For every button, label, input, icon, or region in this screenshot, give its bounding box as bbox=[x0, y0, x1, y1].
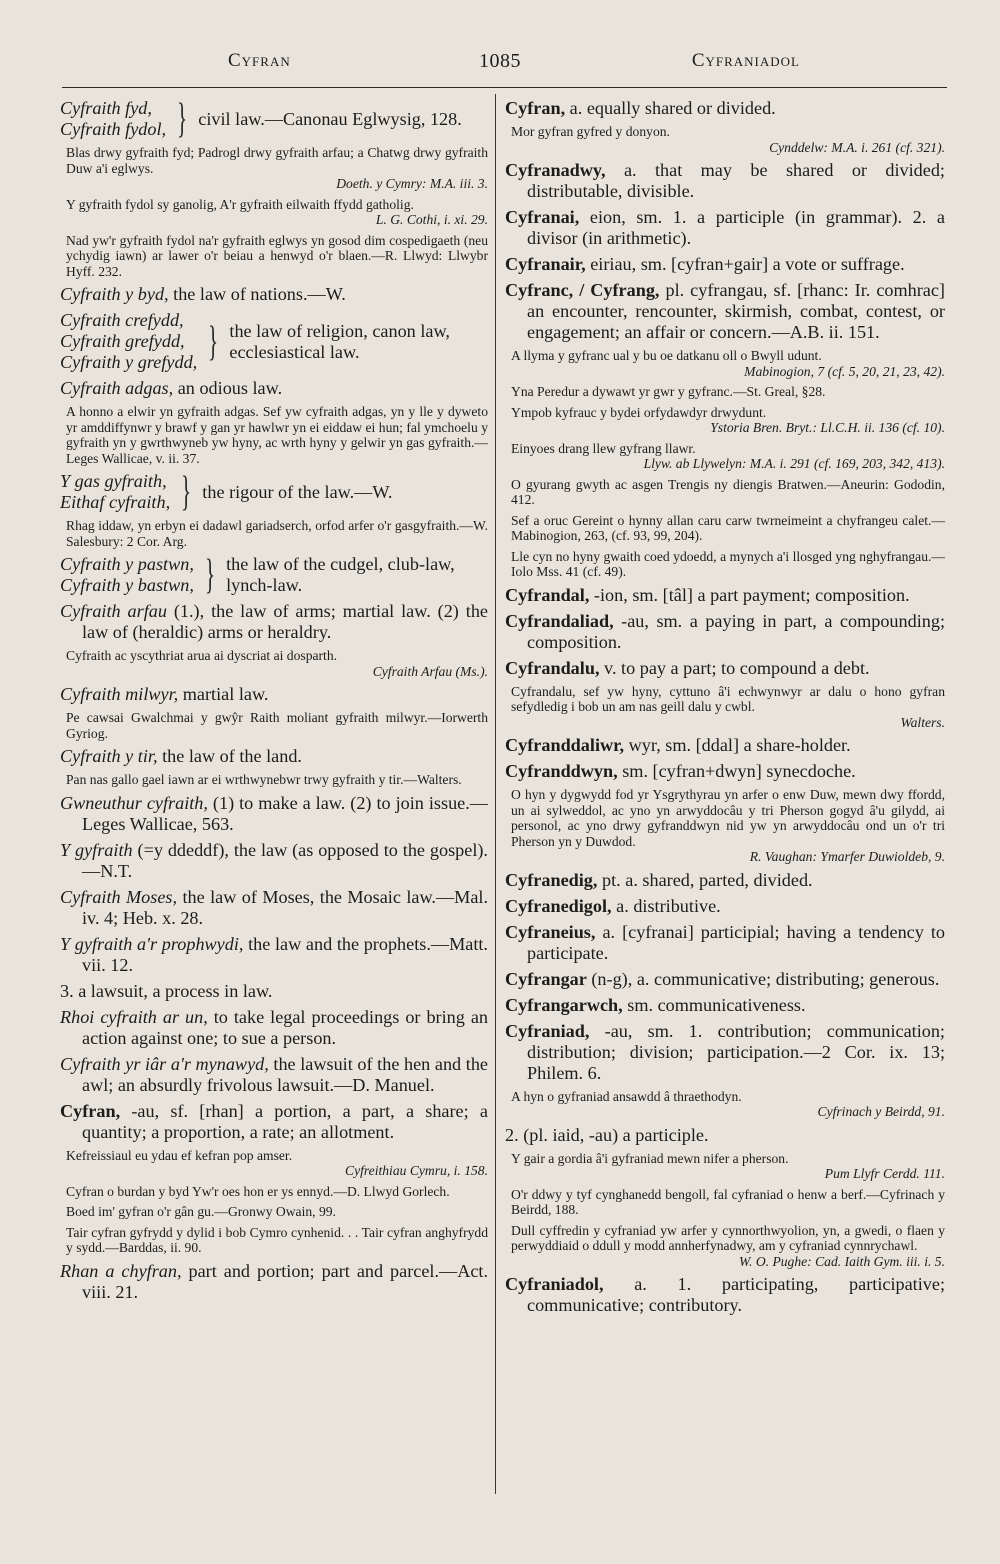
sub-entry bbox=[60, 378, 488, 399]
running-head-left: Cyfran bbox=[228, 50, 291, 71]
entry-definition: to take legal proceedings or bring an action against one; to sue a person. bbox=[82, 1006, 488, 1048]
citation-quote bbox=[505, 405, 945, 436]
entry-term: Cyfraith y bastwn, bbox=[60, 575, 194, 595]
brace-glyph: } bbox=[177, 98, 188, 142]
braced-entry bbox=[60, 471, 488, 513]
right-column bbox=[505, 98, 945, 1498]
quote-text: Rhag iddaw, yn erbyn ei dadawl gariadserch, orfod arfer o'r gasgyfraith.—W. Salesbury: 2 Cor. Arg. bbox=[66, 518, 488, 549]
citation-quote bbox=[60, 1148, 488, 1179]
headword: Cyfranadwy, bbox=[505, 160, 606, 180]
headword-entry bbox=[505, 1021, 945, 1084]
entry-term: Eithaf cyfraith, bbox=[60, 492, 171, 512]
citation-quote bbox=[60, 1184, 488, 1200]
sub-entry bbox=[60, 684, 488, 705]
citation-quote bbox=[505, 348, 945, 379]
entry-definition: the rigour of the law.—W. bbox=[202, 481, 393, 502]
headword: Cyfranedigol, bbox=[505, 895, 612, 916]
entry-definition: a. [cyfranai] participial; having a tendency to participate. bbox=[527, 921, 945, 963]
quote-source: Llyw. ab Llywelyn: M.A. i. 291 (cf. 169, 203, 342, 413). bbox=[643, 456, 945, 471]
quote-text: Nad yw'r gyfraith fydol na'r gyfraith eglwys yn gosod dim cospedigaeth (neu ychydig iawn) ar lawer o'r beiau a henwyd o'r blaen.—R. Llwyd: Llwybr Hyff. 232. bbox=[66, 232, 488, 279]
sub-entry bbox=[60, 284, 488, 305]
quote-text: Dull cyffredin y cyfraniad yw arfer y cynnorthwyolion, yn, a gwedi, o flaen y perwyddiaid o ddull y modd annherfynadwy, am y cyfraniad cynnrychawl. bbox=[511, 1222, 945, 1253]
headword: Cyfrandal, bbox=[505, 584, 590, 605]
entry-definition: eiriau, sm. [cyfran+gair] a vote or suffrage. bbox=[585, 254, 905, 274]
citation-quote bbox=[60, 233, 488, 280]
citation-quote bbox=[505, 1151, 945, 1182]
running-head-right: Cyfraniadol bbox=[691, 50, 800, 71]
citation-quote bbox=[60, 710, 488, 741]
quote-text: Lle cyn no hyny gwaith coed ydoedd, a mynych a'i llosged yng nghyfrangau.—Iolo Mss. 41 (cf. 49). bbox=[511, 548, 945, 579]
entry-definition: -au, sm. 1. contribution; communication; distribution; division; participation.—2 Cor. ix. 13; Philem. 6. bbox=[527, 1020, 945, 1083]
entry-term: Cyfraith milwyr, bbox=[60, 684, 179, 704]
headword-entry bbox=[505, 1274, 945, 1316]
quote-text: Ympob kyfrauc y bydei orfydawdyr drwydunt. bbox=[511, 404, 767, 420]
entry-term: Y gyfraith bbox=[60, 839, 133, 860]
quote-source: Cyfrinach y Beirdd, 91. bbox=[817, 1104, 945, 1119]
entry-definition: the law of nations.—W. bbox=[168, 284, 346, 304]
quote-text: O gyurang gwyth ac asgen Trengis ny diengis Bratwen.—Aneurin: Gododin, 412. bbox=[511, 476, 945, 507]
entry-definition: (=y ddeddf), the law (as opposed to the gospel).—N.T. bbox=[82, 839, 488, 881]
sub-entry bbox=[60, 887, 488, 929]
citation-quote bbox=[505, 1187, 945, 1218]
entry-definition: v. to pay a part; to compound a debt. bbox=[599, 657, 870, 678]
headword-entry bbox=[505, 280, 945, 343]
citation-quote bbox=[505, 787, 945, 865]
quote-text: Kefreissiaul eu ydau ef kefran pop amser. bbox=[66, 1147, 293, 1163]
sub-entry bbox=[60, 934, 488, 976]
citation-quote bbox=[505, 1223, 945, 1270]
entry-definition: a. that may be shared or divided; distributable, divisible. bbox=[527, 160, 945, 201]
quote-text: Mor gyfran gyfred y donyon. bbox=[511, 124, 670, 139]
quote-text: Sef a oruc Gereint o hynny allan caru carw twrneimeint a chyfrangeu calet.—Mabinogion, 263, (cf. 93, 99, 204). bbox=[511, 512, 945, 543]
headword-entry bbox=[505, 870, 945, 891]
braced-terms bbox=[60, 98, 166, 140]
headword-entry bbox=[60, 1101, 488, 1143]
entry-definition: the law of the land. bbox=[157, 746, 302, 766]
entry-definition: pl. cyfrangau, sf. [rhanc: Ir. comhrac] an encounter, rencounter, skirmish, combat, contest, or engagement; an affair or concern.—A.B. ii. 151. bbox=[527, 280, 945, 342]
quote-text: Blas drwy gyfraith fyd; Padrogl drwy gyfraith arfau; a Chatwg drwy gyfraith Duw a'i eglwys. bbox=[66, 145, 488, 176]
quote-text: Y gyfraith fydol sy ganolig, A'r gyfraith eilwaith ffydd gatholig. bbox=[66, 196, 414, 212]
headword-entry bbox=[505, 585, 945, 606]
quote-source: Mabinogion, 7 (cf. 5, 20, 21, 23, 42). bbox=[744, 363, 945, 379]
entry-definition: (1) to make a law. (2) to join issue.—Leges Wallicae, 563. bbox=[82, 792, 488, 834]
citation-quote bbox=[60, 197, 488, 228]
sub-entry bbox=[60, 746, 488, 767]
quote-text: Yna Peredur a dywawt yr gwr y gyfranc.—St. Greal, §28. bbox=[511, 384, 826, 399]
headword: Cyfranai, bbox=[505, 207, 580, 227]
quote-text: Cyfraith ac yscythriat arua ai dyscriat ai dosparth. bbox=[66, 648, 338, 663]
headword-entry bbox=[505, 896, 945, 917]
entry-definition: the law of religion, canon law, ecclesiastical law. bbox=[229, 320, 450, 362]
entry-term: Y gas gyfraith, bbox=[60, 471, 167, 491]
entry-definition: sm. communicativeness. bbox=[622, 994, 806, 1015]
quote-text: Pan nas gallo gael iawn ar ei wrthwynebwr trwy gyfraith y tir.—Walters. bbox=[66, 772, 462, 787]
sub-entry bbox=[60, 1054, 488, 1096]
quote-source: Cynddelw: M.A. i. 261 (cf. 321). bbox=[769, 139, 945, 155]
entry-definition: wyr, sm. [ddal] a share-holder. bbox=[624, 735, 851, 755]
entry-definition: 2. (pl. iaid, -au) a participle. bbox=[505, 1124, 709, 1145]
headword: Cyfran, bbox=[505, 98, 566, 118]
left-column bbox=[60, 98, 488, 1498]
entry-definition: martial law. bbox=[178, 684, 269, 704]
quote-text: Tair cyfran gyfrydd y dylid i bob Cymro cynhenid. . . Tair cyfran anghyfrydd y sydd.—Barddas, ii. 90. bbox=[66, 1224, 488, 1255]
entry-term: Gwneuthur cyfraith, bbox=[60, 792, 208, 813]
sub-entry bbox=[60, 840, 488, 882]
entry-term: Rhoi cyfraith ar un, bbox=[60, 1006, 208, 1027]
headword-entry bbox=[505, 160, 945, 202]
citation-quote bbox=[60, 1204, 488, 1220]
entry-definition: -au, sf. [rhan] a portion, a part, a share; a quantity; a proportion, a rate; an allotment. bbox=[82, 1100, 488, 1142]
entry-definition: -au, sm. a paying in part, a compounding; composition. bbox=[527, 610, 945, 652]
headword-entry bbox=[505, 735, 945, 756]
entry-definition: a. equally shared or divided. bbox=[565, 98, 776, 118]
quote-text: A hyn o gyfraniad ansawdd â thraethodyn. bbox=[511, 1088, 742, 1104]
entry-term: Cyfraith fydol, bbox=[60, 119, 167, 139]
entry-definition: the law and the prophets.—Matt. vii. 12. bbox=[82, 933, 488, 975]
citation-quote bbox=[505, 684, 945, 731]
citation-quote bbox=[60, 648, 488, 679]
headword: Cyfranedig, bbox=[505, 869, 598, 890]
quote-text: A honno a elwir yn gyfraith adgas. Sef yw cyfraith adgas, yn y lle y dyweto yr amddiffynwr y brawf y gan yr hawlwr yn ei eiddaw ei hun; fal ymchoelu y gyfraith yn y gwrthwyneb yw hyny, ac wrth hyny y gelwir yn gas gyfraith.—Leges Wallicae, v. ii. 37. bbox=[66, 404, 488, 466]
braced-entry bbox=[60, 98, 488, 140]
quote-text: A llyma y gyfranc ual y bu oe datkanu oll o Bwyll udunt. bbox=[511, 348, 822, 363]
quote-text: Y gair a gordia â'i gyfraniad mewn nifer a pherson. bbox=[511, 1150, 789, 1166]
headword: Cyfranc, / Cyfrang, bbox=[505, 280, 660, 300]
headword: Cyfrandalu, bbox=[505, 657, 600, 678]
entry-term: Cyfraith arfau bbox=[60, 601, 167, 621]
entry-term: Cyfraith y tir, bbox=[60, 746, 158, 766]
sub-entry bbox=[60, 1261, 488, 1303]
citation-quote bbox=[60, 145, 488, 192]
entry-definition: civil law.—Canonau Eglwysig, 128. bbox=[198, 108, 462, 129]
entry-term: Cyfraith fyd, bbox=[60, 98, 152, 118]
entry-definition: an odious law. bbox=[173, 378, 283, 398]
headword-entry bbox=[505, 969, 945, 990]
headword: Cyfrandaliad, bbox=[505, 610, 614, 631]
entry-definition: eion, sm. 1. a participle (in grammar). 2. a divisor (in arithmetic). bbox=[527, 207, 945, 248]
entry-definition: a. distributive. bbox=[611, 895, 721, 916]
sub-entry bbox=[60, 981, 488, 1002]
entry-definition: the law of Moses, the Mosaic law.—Mal. iv. 4; Heb. x. 28. bbox=[82, 886, 488, 928]
quote-text: O hyn y dygwydd fod yr Ysgrythyrau yn arfer o enw Duw, mewn dwy ffordd, un ai sylweddol, ac yno yn arwyddocâu y tri Pherson gogyd â'u gilydd, ai personol, ac yno drwy gyfranddwyn nid yw yn arwyddocâu ond un o'r tri Pherson yn y Duwdod. bbox=[511, 787, 945, 849]
braced-entry bbox=[60, 554, 488, 596]
headword-entry bbox=[505, 922, 945, 964]
citation-quote bbox=[505, 384, 945, 400]
entry-term: Cyfraith crefydd, bbox=[60, 310, 184, 330]
citation-quote bbox=[60, 1225, 488, 1256]
citation-quote bbox=[505, 549, 945, 580]
quote-source: Cyfreithiau Cymru, i. 158. bbox=[345, 1163, 488, 1178]
quote-source: Walters. bbox=[900, 714, 945, 730]
quote-source: Pum Llyfr Cerdd. 111. bbox=[824, 1166, 945, 1181]
braced-terms bbox=[60, 471, 170, 513]
quote-source: Ystoria Bren. Bryt.: Ll.C.H. ii. 136 (cf. 10). bbox=[710, 420, 945, 435]
entry-term: Cyfraith Moses, bbox=[60, 886, 178, 907]
column-divider bbox=[495, 94, 496, 1494]
citation-quote bbox=[505, 441, 945, 472]
entry-definition: the law of the cudgel, club-law, lynch-law. bbox=[226, 554, 455, 595]
entry-definition: the lawsuit of the hen and the awl; an absurdly frivolous lawsuit.—D. Manuel. bbox=[82, 1053, 488, 1095]
entry-definition: 3. a lawsuit, a process in law. bbox=[60, 980, 273, 1001]
headword: Cyfranddaliwr, bbox=[505, 735, 625, 755]
sub-entry bbox=[60, 1007, 488, 1049]
entry-term: Cyfraith adgas, bbox=[60, 378, 174, 398]
sub-entry bbox=[60, 601, 488, 643]
headword-entry bbox=[505, 761, 945, 782]
quote-source: R. Vaughan: Ymarfer Duwioldeb, 9. bbox=[749, 849, 945, 864]
citation-quote bbox=[60, 518, 488, 549]
quote-text: Pe cawsai Gwalchmai y gwŷr Raith moliant gyfraith milwyr.—Iorwerth Gyriog. bbox=[66, 710, 488, 741]
entry-term: Cyfraith y pastwn, bbox=[60, 554, 194, 574]
entry-definition: pt. a. shared, parted, divided. bbox=[597, 869, 813, 890]
headword-entry bbox=[505, 254, 945, 275]
entry-term: Rhan a chyfran, bbox=[60, 1260, 182, 1281]
entry-term: Cyfraith grefydd, bbox=[60, 331, 185, 351]
sub-entry bbox=[60, 793, 488, 835]
braced-terms bbox=[60, 310, 197, 373]
citation-quote bbox=[60, 772, 488, 788]
headword-entry bbox=[505, 995, 945, 1016]
entry-definition: sm. [cyfran+dwyn] synecdoche. bbox=[617, 761, 856, 781]
quote-text: Einyoes drang llew gyfrang llawr. bbox=[511, 440, 696, 456]
entry-definition: -ion, sm. [tâl] a part payment; composition. bbox=[589, 584, 910, 605]
quote-text: O'r ddwy y tyf cynghanedd bengoll, fal cyfraniad o henw a berf.—Cyfrinach y Beirdd, 188. bbox=[511, 1186, 945, 1217]
quote-source: L. G. Cothi, i. xi. 29. bbox=[375, 212, 488, 227]
headword: Cyfranddwyn, bbox=[505, 761, 618, 781]
quote-source: Cyfraith Arfau (Ms.). bbox=[372, 663, 488, 679]
braced-entry bbox=[60, 310, 488, 373]
citation-quote bbox=[505, 124, 945, 155]
braced-terms bbox=[60, 554, 194, 596]
entry-definition: part and portion; part and parcel.—Act. viii. 21. bbox=[82, 1260, 488, 1302]
quote-text: Boed im' gyfran o'r gân gu.—Gronwy Owain, 99. bbox=[66, 1204, 336, 1219]
header-rule bbox=[62, 87, 947, 88]
quote-text: Cyfrandalu, sef yw hyny, cyttuno â'i echwynwyr ar dalu o hono gyfran sefydledig i bob un am nas geill dalu y cwbl. bbox=[511, 683, 945, 714]
quote-source: Doeth. y Cymry: M.A. iii. 3. bbox=[336, 176, 488, 191]
entry-term: Y gyfraith a'r prophwydi, bbox=[60, 933, 244, 954]
entry-term: Cyfraith y byd, bbox=[60, 284, 169, 304]
citation-quote bbox=[60, 404, 488, 466]
citation-quote bbox=[505, 1089, 945, 1120]
headword: Cyfraneius, bbox=[505, 921, 596, 942]
page-number: 1085 bbox=[479, 50, 521, 72]
headword: Cyfraniadol, bbox=[505, 1274, 604, 1294]
entry-definition: (1.), the law of arms; martial law. (2) the law of (heraldic) arms or heraldry. bbox=[82, 601, 488, 642]
brace-glyph: } bbox=[208, 318, 219, 365]
headword: Cyfrangar bbox=[505, 968, 587, 989]
headword: Cyfranair, bbox=[505, 254, 586, 274]
headword-entry bbox=[505, 207, 945, 249]
headword: Cyfran, bbox=[60, 1100, 121, 1121]
headword-entry bbox=[505, 658, 945, 679]
quote-source: W. O. Pughe: Cad. Iaith Gym. iii. i. 5. bbox=[738, 1253, 945, 1269]
entry-definition: a. 1. participating, participative; communicative; contributory. bbox=[527, 1274, 945, 1315]
entry-term: Cyfraith y grefydd, bbox=[60, 352, 198, 372]
entry-term: Cyfraith yr iâr a'r mynawyd, bbox=[60, 1053, 269, 1074]
entry-definition: (n-g), a. communicative; distributing; generous. bbox=[586, 968, 940, 989]
headword: Cyfrangarwch, bbox=[505, 994, 623, 1015]
brace-glyph: } bbox=[204, 552, 216, 598]
sub-entry bbox=[505, 1125, 945, 1146]
citation-quote bbox=[505, 477, 945, 508]
brace-glyph: } bbox=[181, 469, 192, 515]
headword-entry bbox=[505, 98, 945, 119]
headword: Cyfraniad, bbox=[505, 1020, 590, 1041]
quote-text: Cyfran o burdan y byd Yw'r oes hon er ys ennyd.—D. Llwyd Gorlech. bbox=[66, 1183, 450, 1199]
citation-quote bbox=[505, 513, 945, 544]
headword-entry bbox=[505, 611, 945, 653]
